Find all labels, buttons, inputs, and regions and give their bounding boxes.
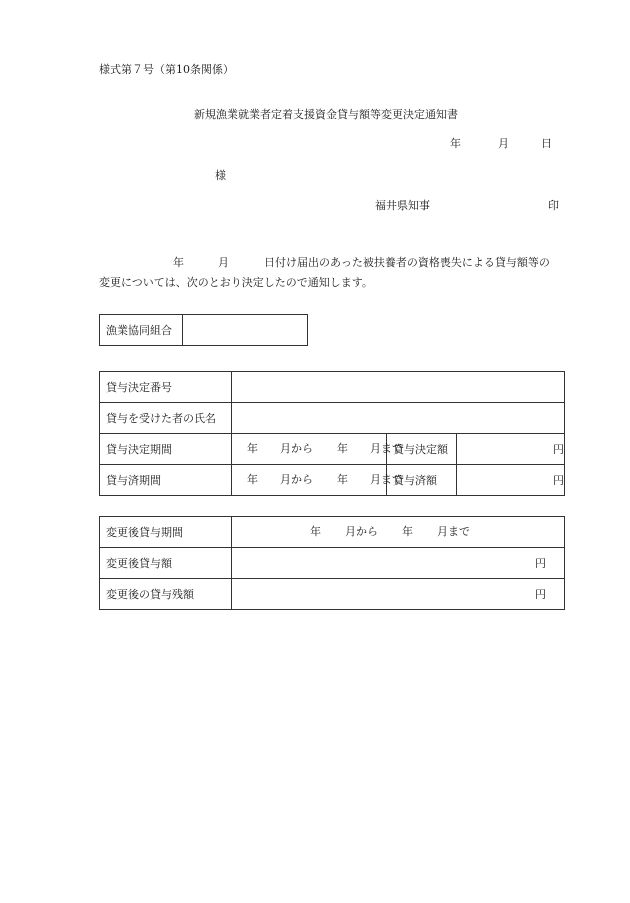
body-year: 年: [173, 256, 184, 269]
recipient-name-value[interactable]: [232, 403, 565, 434]
balance-after-label: 変更後の貸与残額: [100, 579, 232, 610]
date-month: 月: [498, 137, 509, 150]
month-to-unit: 月まで: [370, 473, 403, 486]
month-from-unit: 月から: [280, 473, 313, 486]
year-unit: 年: [337, 442, 348, 455]
paid-amount-value[interactable]: 円: [457, 465, 565, 496]
cooperative-value[interactable]: [183, 315, 308, 346]
year-unit: 年: [337, 473, 348, 486]
addressee-suffix: 様: [215, 169, 226, 182]
period-after-label: 変更後貸与期間: [100, 517, 232, 548]
decision-number-label: 貸与決定番号: [100, 372, 232, 403]
decision-amount-value[interactable]: 円: [457, 434, 565, 465]
table-row: [100, 465, 565, 496]
body-line1: 日付け届出のあった被扶養者の資格喪失による貸与額等の: [264, 256, 550, 269]
form-id: 様式第７号（第10条関係）: [99, 63, 234, 76]
balance-after-value[interactable]: 円: [232, 579, 565, 610]
body-line2: 変更については、次のとおり決定したので通知します。: [99, 276, 373, 289]
cooperative-table: [99, 314, 308, 346]
loan-details-table: [99, 371, 565, 496]
month-from-unit: 月から: [280, 442, 313, 455]
year-unit: 年: [402, 525, 413, 538]
cooperative-label: 漁業協同組合: [100, 315, 183, 346]
table-row: [100, 315, 308, 346]
year-unit: 年: [247, 442, 258, 455]
paid-period-value[interactable]: [232, 465, 403, 496]
seal-mark: 印: [548, 199, 559, 212]
amount-after-label: 変更後貸与額: [100, 548, 232, 579]
decision-number-value[interactable]: [232, 372, 565, 403]
table-row: [100, 517, 565, 548]
recipient-name-label: 貸与を受けた者の氏名: [100, 403, 232, 434]
body-month: 月: [218, 256, 229, 269]
table-row: [100, 579, 565, 610]
issuer-name: 福井県知事: [375, 199, 430, 212]
year-unit: 年: [247, 473, 258, 486]
year-unit: 年: [310, 525, 321, 538]
table-row: [100, 372, 565, 403]
after-change-table: [99, 516, 565, 610]
date-year: 年: [450, 137, 461, 150]
decision-period-label: 貸与決定期間: [100, 434, 232, 465]
document-title: 新規漁業就業者定着支援資金貸与額等変更決定通知書: [194, 108, 458, 121]
month-to-unit: 月まで: [370, 442, 403, 455]
month-to-unit: 月まで: [437, 525, 470, 538]
month-from-unit: 月から: [345, 525, 378, 538]
table-row: [100, 403, 565, 434]
period-after-value[interactable]: [232, 517, 565, 548]
paid-amount-label: 貸与済額: [387, 465, 457, 496]
decision-period-value[interactable]: [232, 434, 403, 465]
table-row: [100, 434, 565, 465]
amount-after-value[interactable]: 円: [232, 548, 565, 579]
decision-amount-label: 貸与決定額: [387, 434, 457, 465]
paid-period-label: 貸与済期間: [100, 465, 232, 496]
date-day: 日: [541, 137, 552, 150]
table-row: [100, 548, 565, 579]
